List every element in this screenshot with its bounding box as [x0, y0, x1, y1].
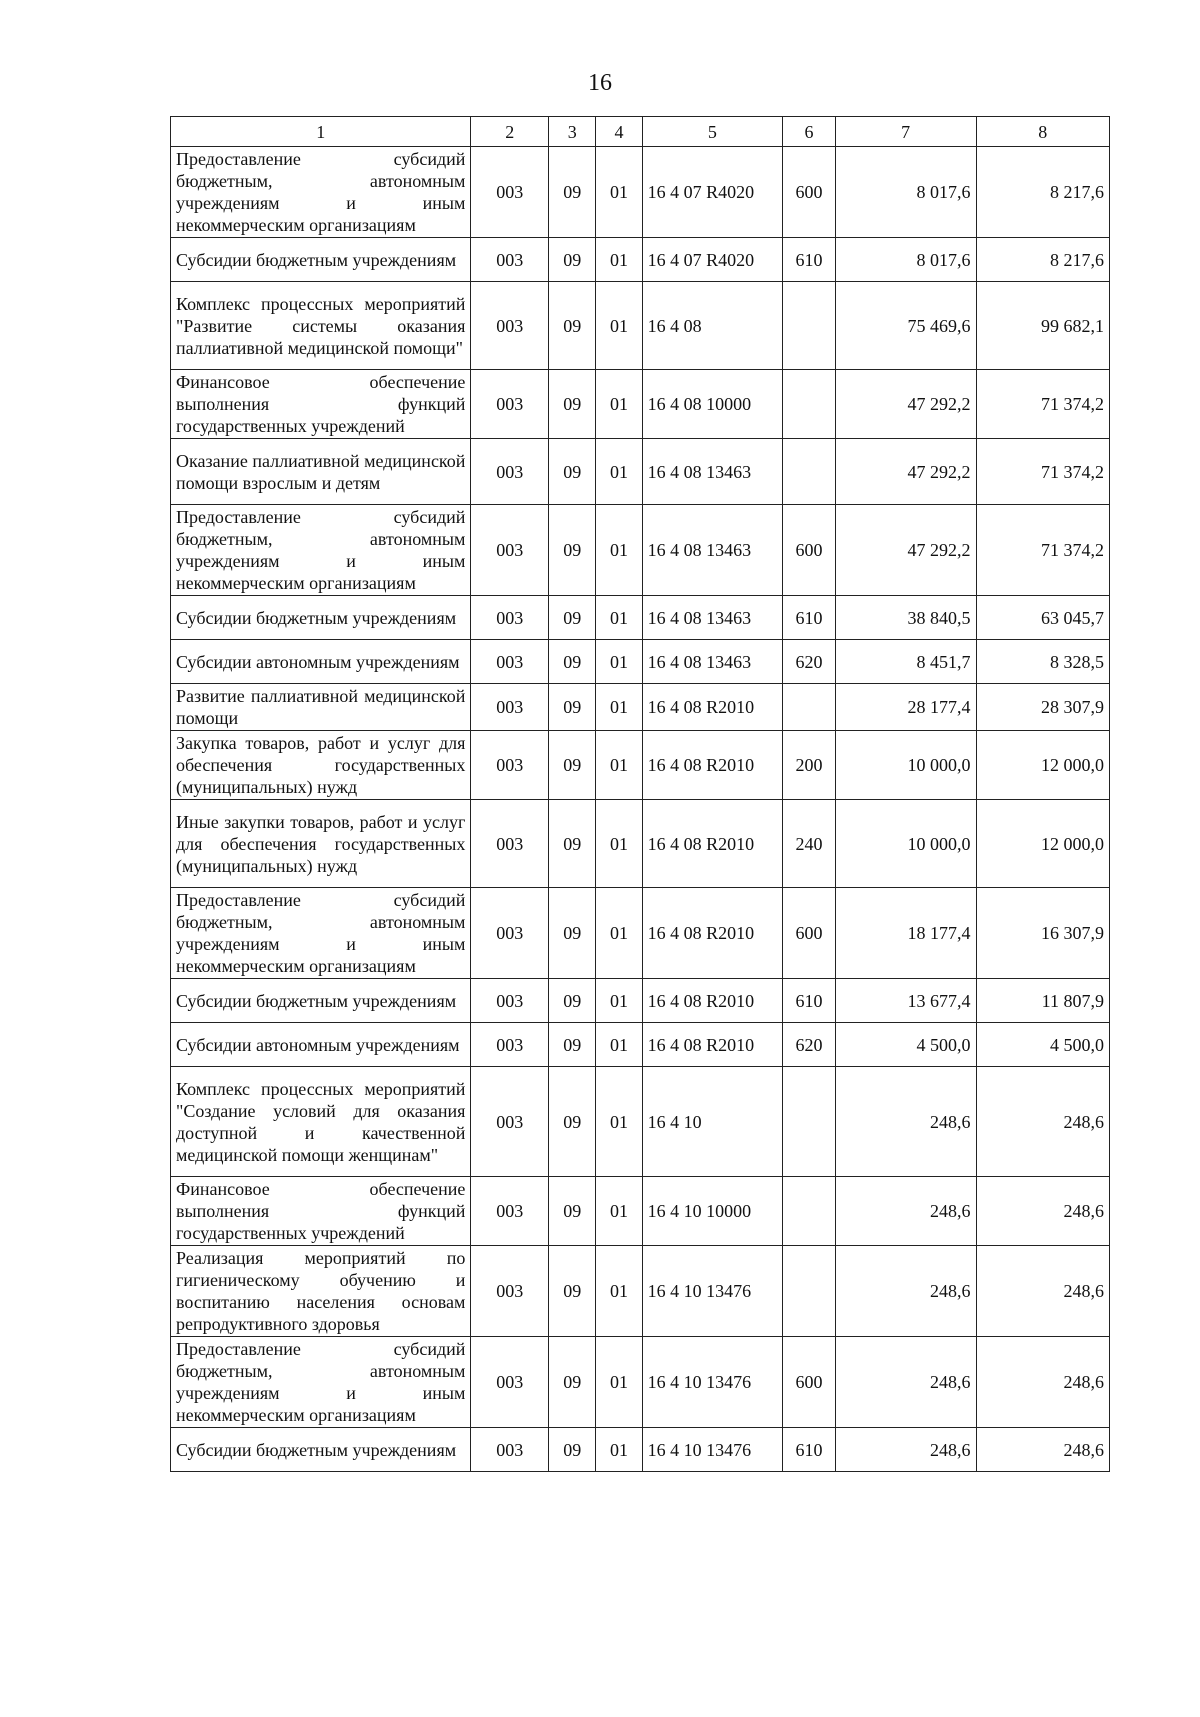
target-article-code: 16 4 08 13463 — [642, 505, 783, 596]
admin-code: 003 — [471, 979, 549, 1023]
admin-code: 003 — [471, 1177, 549, 1246]
expense-type-code: 600 — [783, 1337, 836, 1428]
admin-code: 003 — [471, 888, 549, 979]
admin-code: 003 — [471, 640, 549, 684]
subsection-code: 01 — [596, 282, 642, 370]
subsection-code: 01 — [596, 684, 642, 731]
row-name: Реализация мероприятий по гигиеническому обучению и воспитанию населения основам репродуктивного здоровья — [171, 1246, 471, 1337]
target-article-code: 16 4 08 R2010 — [642, 800, 783, 888]
table-row — [171, 1067, 1110, 1177]
expense-type-code: 610 — [783, 1428, 836, 1472]
table-row — [171, 147, 1110, 238]
table-row — [171, 1246, 1110, 1337]
target-article-code: 16 4 10 — [642, 1067, 783, 1177]
column-header-6: 6 — [783, 117, 836, 147]
amount-col8: 12 000,0 — [976, 731, 1109, 800]
expense-type-code — [783, 1067, 836, 1177]
table-row — [171, 505, 1110, 596]
row-name: Комплекс процессных мероприятий "Создание условий для оказания доступной и качественной медицинской помощи женщинам" — [171, 1067, 471, 1177]
amount-col7: 248,6 — [835, 1428, 976, 1472]
section-code: 09 — [549, 1023, 596, 1067]
expense-type-code — [783, 282, 836, 370]
amount-col8: 99 682,1 — [976, 282, 1109, 370]
row-name: Субсидии автономным учреждениям — [171, 640, 471, 684]
subsection-code: 01 — [596, 1246, 642, 1337]
admin-code: 003 — [471, 1337, 549, 1428]
subsection-code: 01 — [596, 979, 642, 1023]
row-name: Предоставление субсидий бюджетным, автономным учреждениям и иным некоммерческим организациям — [171, 147, 471, 238]
amount-col8: 16 307,9 — [976, 888, 1109, 979]
admin-code: 003 — [471, 800, 549, 888]
section-code: 09 — [549, 370, 596, 439]
section-code: 09 — [549, 1177, 596, 1246]
table-row — [171, 800, 1110, 888]
expense-type-code: 620 — [783, 640, 836, 684]
amount-col8: 71 374,2 — [976, 370, 1109, 439]
admin-code: 003 — [471, 1067, 549, 1177]
amount-col7: 248,6 — [835, 1177, 976, 1246]
section-code: 09 — [549, 1428, 596, 1472]
row-name: Субсидии бюджетным учреждениям — [171, 979, 471, 1023]
target-article-code: 16 4 07 R4020 — [642, 147, 783, 238]
section-code: 09 — [549, 596, 596, 640]
expense-type-code: 610 — [783, 238, 836, 282]
amount-col7: 18 177,4 — [835, 888, 976, 979]
amount-col7: 75 469,6 — [835, 282, 976, 370]
target-article-code: 16 4 10 13476 — [642, 1428, 783, 1472]
amount-col8: 8 217,6 — [976, 238, 1109, 282]
expense-type-code: 200 — [783, 731, 836, 800]
admin-code: 003 — [471, 370, 549, 439]
page-number: 16 — [588, 70, 612, 96]
target-article-code: 16 4 08 10000 — [642, 370, 783, 439]
section-code: 09 — [549, 1067, 596, 1177]
section-code: 09 — [549, 684, 596, 731]
row-name: Предоставление субсидий бюджетным, автономным учреждениям и иным некоммерческим организациям — [171, 888, 471, 979]
row-name: Финансовое обеспечение выполнения функций государственных учреждений — [171, 1177, 471, 1246]
amount-col8: 8 217,6 — [976, 147, 1109, 238]
admin-code: 003 — [471, 439, 549, 505]
subsection-code: 01 — [596, 1023, 642, 1067]
table-row — [171, 282, 1110, 370]
target-article-code: 16 4 08 R2010 — [642, 1023, 783, 1067]
amount-col7: 8 017,6 — [835, 238, 976, 282]
section-code: 09 — [549, 979, 596, 1023]
section-code: 09 — [549, 800, 596, 888]
amount-col8: 248,6 — [976, 1246, 1109, 1337]
amount-col8: 11 807,9 — [976, 979, 1109, 1023]
row-name: Субсидии автономным учреждениям — [171, 1023, 471, 1067]
admin-code: 003 — [471, 282, 549, 370]
section-code: 09 — [549, 439, 596, 505]
table-row — [171, 238, 1110, 282]
table-row — [171, 640, 1110, 684]
row-name: Предоставление субсидий бюджетным, автономным учреждениям и иным некоммерческим организациям — [171, 505, 471, 596]
row-name: Оказание паллиативной медицинской помощи взрослым и детям — [171, 439, 471, 505]
section-code: 09 — [549, 505, 596, 596]
target-article-code: 16 4 08 R2010 — [642, 888, 783, 979]
subsection-code: 01 — [596, 147, 642, 238]
target-article-code: 16 4 07 R4020 — [642, 238, 783, 282]
table-row — [171, 1428, 1110, 1472]
budget-table — [170, 116, 1110, 1472]
table-row — [171, 979, 1110, 1023]
target-article-code: 16 4 08 — [642, 282, 783, 370]
table-row — [171, 684, 1110, 731]
table-row — [171, 370, 1110, 439]
admin-code: 003 — [471, 1246, 549, 1337]
amount-col8: 12 000,0 — [976, 800, 1109, 888]
amount-col8: 248,6 — [976, 1067, 1109, 1177]
subsection-code: 01 — [596, 1428, 642, 1472]
target-article-code: 16 4 10 13476 — [642, 1337, 783, 1428]
amount-col8: 28 307,9 — [976, 684, 1109, 731]
admin-code: 003 — [471, 731, 549, 800]
expense-type-code: 610 — [783, 979, 836, 1023]
subsection-code: 01 — [596, 1067, 642, 1177]
expense-type-code: 610 — [783, 596, 836, 640]
subsection-code: 01 — [596, 888, 642, 979]
table-body — [171, 147, 1110, 1472]
subsection-code: 01 — [596, 439, 642, 505]
expense-type-code: 600 — [783, 147, 836, 238]
subsection-code: 01 — [596, 1337, 642, 1428]
subsection-code: 01 — [596, 731, 642, 800]
target-article-code: 16 4 08 R2010 — [642, 684, 783, 731]
section-code: 09 — [549, 1337, 596, 1428]
expense-type-code: 620 — [783, 1023, 836, 1067]
subsection-code: 01 — [596, 800, 642, 888]
amount-col8: 4 500,0 — [976, 1023, 1109, 1067]
amount-col8: 248,6 — [976, 1177, 1109, 1246]
row-name: Предоставление субсидий бюджетным, автономным учреждениям и иным некоммерческим организациям — [171, 1337, 471, 1428]
amount-col8: 63 045,7 — [976, 596, 1109, 640]
amount-col7: 248,6 — [835, 1067, 976, 1177]
column-header-3: 3 — [549, 117, 596, 147]
expense-type-code — [783, 684, 836, 731]
table-row — [171, 731, 1110, 800]
subsection-code: 01 — [596, 238, 642, 282]
header-row — [171, 117, 1110, 147]
amount-col7: 248,6 — [835, 1337, 976, 1428]
admin-code: 003 — [471, 505, 549, 596]
expense-type-code: 240 — [783, 800, 836, 888]
section-code: 09 — [549, 888, 596, 979]
table-row — [171, 439, 1110, 505]
target-article-code: 16 4 08 R2010 — [642, 731, 783, 800]
subsection-code: 01 — [596, 596, 642, 640]
amount-col7: 13 677,4 — [835, 979, 976, 1023]
row-name: Субсидии бюджетным учреждениям — [171, 596, 471, 640]
expense-type-code — [783, 370, 836, 439]
section-code: 09 — [549, 238, 596, 282]
subsection-code: 01 — [596, 1177, 642, 1246]
amount-col7: 8 017,6 — [835, 147, 976, 238]
admin-code: 003 — [471, 596, 549, 640]
table-row — [171, 1023, 1110, 1067]
row-name: Развитие паллиативной медицинской помощи — [171, 684, 471, 731]
expense-type-code: 600 — [783, 505, 836, 596]
subsection-code: 01 — [596, 640, 642, 684]
amount-col7: 28 177,4 — [835, 684, 976, 731]
target-article-code: 16 4 10 13476 — [642, 1246, 783, 1337]
amount-col7: 47 292,2 — [835, 370, 976, 439]
amount-col7: 4 500,0 — [835, 1023, 976, 1067]
target-article-code: 16 4 08 13463 — [642, 439, 783, 505]
amount-col7: 248,6 — [835, 1246, 976, 1337]
admin-code: 003 — [471, 238, 549, 282]
amount-col7: 8 451,7 — [835, 640, 976, 684]
section-code: 09 — [549, 1246, 596, 1337]
expense-type-code — [783, 439, 836, 505]
admin-code: 003 — [471, 684, 549, 731]
admin-code: 003 — [471, 147, 549, 238]
row-name: Закупка товаров, работ и услуг для обеспечения государственных (муниципальных) нужд — [171, 731, 471, 800]
target-article-code: 16 4 08 13463 — [642, 596, 783, 640]
column-header-4: 4 — [596, 117, 642, 147]
admin-code: 003 — [471, 1428, 549, 1472]
target-article-code: 16 4 08 13463 — [642, 640, 783, 684]
row-name: Финансовое обеспечение выполнения функций государственных учреждений — [171, 370, 471, 439]
column-header-1: 1 — [171, 117, 471, 147]
amount-col7: 47 292,2 — [835, 505, 976, 596]
section-code: 09 — [549, 640, 596, 684]
table-row — [171, 888, 1110, 979]
column-header-8: 8 — [976, 117, 1109, 147]
admin-code: 003 — [471, 1023, 549, 1067]
amount-col8: 8 328,5 — [976, 640, 1109, 684]
column-header-2: 2 — [471, 117, 549, 147]
amount-col8: 71 374,2 — [976, 505, 1109, 596]
amount-col7: 47 292,2 — [835, 439, 976, 505]
section-code: 09 — [549, 147, 596, 238]
section-code: 09 — [549, 282, 596, 370]
row-name: Иные закупки товаров, работ и услуг для обеспечения государственных (муниципальных) нужд — [171, 800, 471, 888]
row-name: Субсидии бюджетным учреждениям — [171, 238, 471, 282]
expense-type-code: 600 — [783, 888, 836, 979]
target-article-code: 16 4 08 R2010 — [642, 979, 783, 1023]
row-name: Субсидии бюджетным учреждениям — [171, 1428, 471, 1472]
amount-col7: 38 840,5 — [835, 596, 976, 640]
column-header-5: 5 — [642, 117, 783, 147]
amount-col8: 248,6 — [976, 1337, 1109, 1428]
amount-col8: 71 374,2 — [976, 439, 1109, 505]
section-code: 09 — [549, 731, 596, 800]
table-row — [171, 1177, 1110, 1246]
amount-col8: 248,6 — [976, 1428, 1109, 1472]
row-name: Комплекс процессных мероприятий "Развитие системы оказания паллиативной медицинской помощи" — [171, 282, 471, 370]
subsection-code: 01 — [596, 370, 642, 439]
expense-type-code — [783, 1246, 836, 1337]
amount-col7: 10 000,0 — [835, 800, 976, 888]
column-header-7: 7 — [835, 117, 976, 147]
amount-col7: 10 000,0 — [835, 731, 976, 800]
target-article-code: 16 4 10 10000 — [642, 1177, 783, 1246]
table-row — [171, 596, 1110, 640]
subsection-code: 01 — [596, 505, 642, 596]
expense-type-code — [783, 1177, 836, 1246]
table-row — [171, 1337, 1110, 1428]
